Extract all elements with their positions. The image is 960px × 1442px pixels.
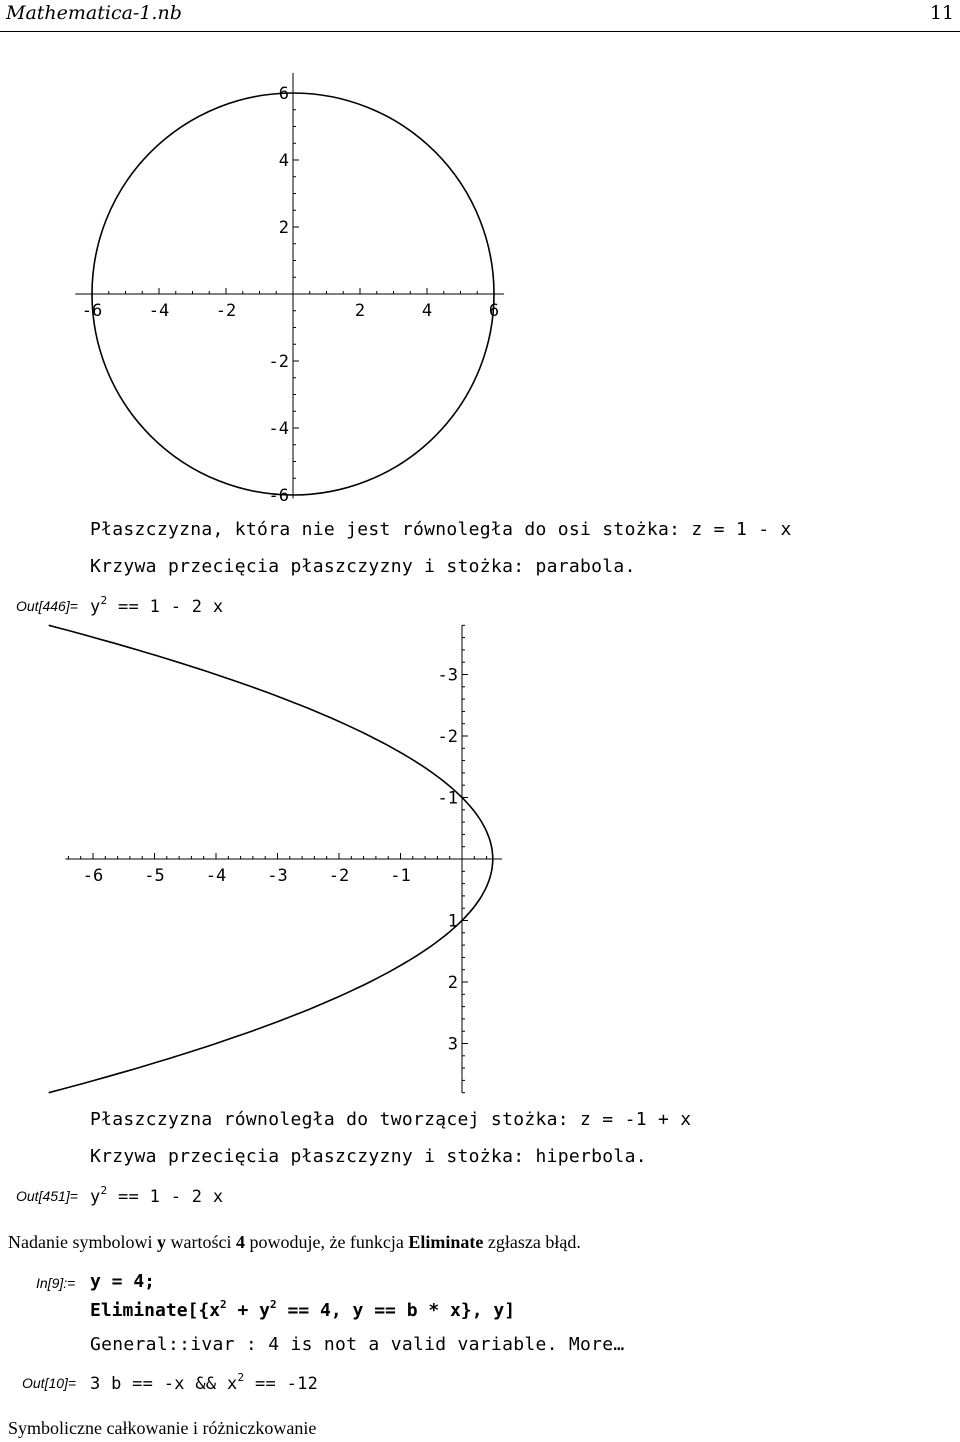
- out-446-lhs: y: [90, 597, 101, 617]
- out-451-rhs: == 1 - 2 x: [107, 1187, 224, 1207]
- x-tick-label: 2: [354, 301, 366, 321]
- section2-line1: Płaszczyzna równoległa do tworzącej stożka: z = -1 + x: [90, 1109, 692, 1130]
- out-10-expression: [90, 1371, 318, 1394]
- x-tick-label: -4: [205, 866, 227, 886]
- para-value-4: 4: [235, 1232, 245, 1252]
- input-9-exp-1: 2: [220, 1298, 227, 1311]
- y-tick-label: -2: [268, 352, 289, 372]
- out-446-expression: [90, 594, 223, 617]
- para-part-3: wartości: [165, 1232, 236, 1252]
- out-451-exp: 2: [100, 1184, 108, 1197]
- x-tick-label: 4: [421, 301, 433, 321]
- paragraph-eliminate: [8, 1232, 581, 1253]
- section-heading-integration: Symboliczne całkowanie i różniczkowanie: [8, 1418, 317, 1438]
- parabola-plot: [0, 620, 960, 1100]
- y-tick-label: 2: [447, 973, 458, 993]
- circle-plot: [0, 0, 960, 520]
- out-label-10: Out[10]=: [22, 1375, 77, 1391]
- x-tick-label: -2: [328, 866, 350, 886]
- section1-line2: Krzywa przecięcia płaszczyzny i stożka: parabola.: [90, 556, 636, 577]
- y-tick-label: 6: [278, 84, 289, 104]
- out-label-446: Out[446]=: [16, 598, 78, 614]
- para-symbol-y: y: [156, 1232, 166, 1252]
- out-10-part-a: 3 b == -x && x: [90, 1374, 238, 1394]
- section1-line1: Płaszczyzna, która nie jest równoległa do osi stożka: z = 1 - x: [90, 519, 792, 540]
- para-part-5: powoduje, że funkcja: [244, 1232, 409, 1252]
- x-tick-label: 6: [488, 301, 500, 321]
- input-9-part-b: + y: [226, 1300, 271, 1321]
- input-9-part-c: == 4, y == b * x}, y]: [276, 1300, 516, 1321]
- input-9-exp-2: 2: [270, 1298, 277, 1311]
- input-9-part-a: Eliminate[{x: [90, 1300, 221, 1321]
- notebook-title: Mathematica-1.nb: [6, 2, 182, 24]
- y-tick-label: -3: [437, 665, 458, 686]
- out-451-lhs: y: [90, 1187, 101, 1207]
- y-tick-label: 3: [447, 1034, 458, 1055]
- error-message-text: General::ivar : 4 is not a valid variable. More…: [90, 1334, 625, 1355]
- out-10-exp: 2: [237, 1371, 245, 1384]
- x-tick-label: -5: [144, 866, 165, 886]
- out-446-rhs: == 1 - 2 x: [107, 597, 224, 617]
- input-9-line1[interactable]: y = 4;: [90, 1271, 156, 1292]
- x-tick-label: -6: [81, 301, 103, 321]
- out-label-451: Out[451]=: [16, 1188, 78, 1204]
- out-10-part-b: == -12: [244, 1374, 319, 1394]
- y-tick-label: -1: [437, 788, 458, 809]
- y-tick-label: -4: [268, 419, 289, 439]
- x-tick-label: -4: [148, 301, 170, 321]
- x-tick-label: -1: [390, 866, 411, 886]
- x-tick-label: -6: [82, 866, 104, 886]
- y-tick-label: 4: [278, 151, 289, 171]
- out-451-expression: [90, 1184, 223, 1207]
- para-eliminate: Eliminate: [408, 1232, 484, 1252]
- y-tick-label: 1: [447, 911, 458, 932]
- in-label-9: In[9]:=: [36, 1275, 76, 1291]
- page-number: 11: [929, 2, 954, 24]
- x-tick-label: -3: [267, 866, 288, 886]
- para-part-1: Nadanie symbolowi: [8, 1232, 157, 1252]
- error-message: [90, 1334, 625, 1355]
- y-tick-label: -2: [437, 727, 458, 747]
- y-tick-label: -6: [268, 486, 289, 506]
- section2-line2: Krzywa przecięcia płaszczyzny i stożka: hiperbola.: [90, 1146, 647, 1167]
- input-9-line2[interactable]: [90, 1298, 515, 1321]
- x-tick-label: -2: [215, 301, 237, 321]
- y-tick-label: 2: [278, 218, 289, 238]
- out-446-exp: 2: [100, 594, 108, 607]
- para-part-7: zgłasza błąd.: [483, 1232, 581, 1252]
